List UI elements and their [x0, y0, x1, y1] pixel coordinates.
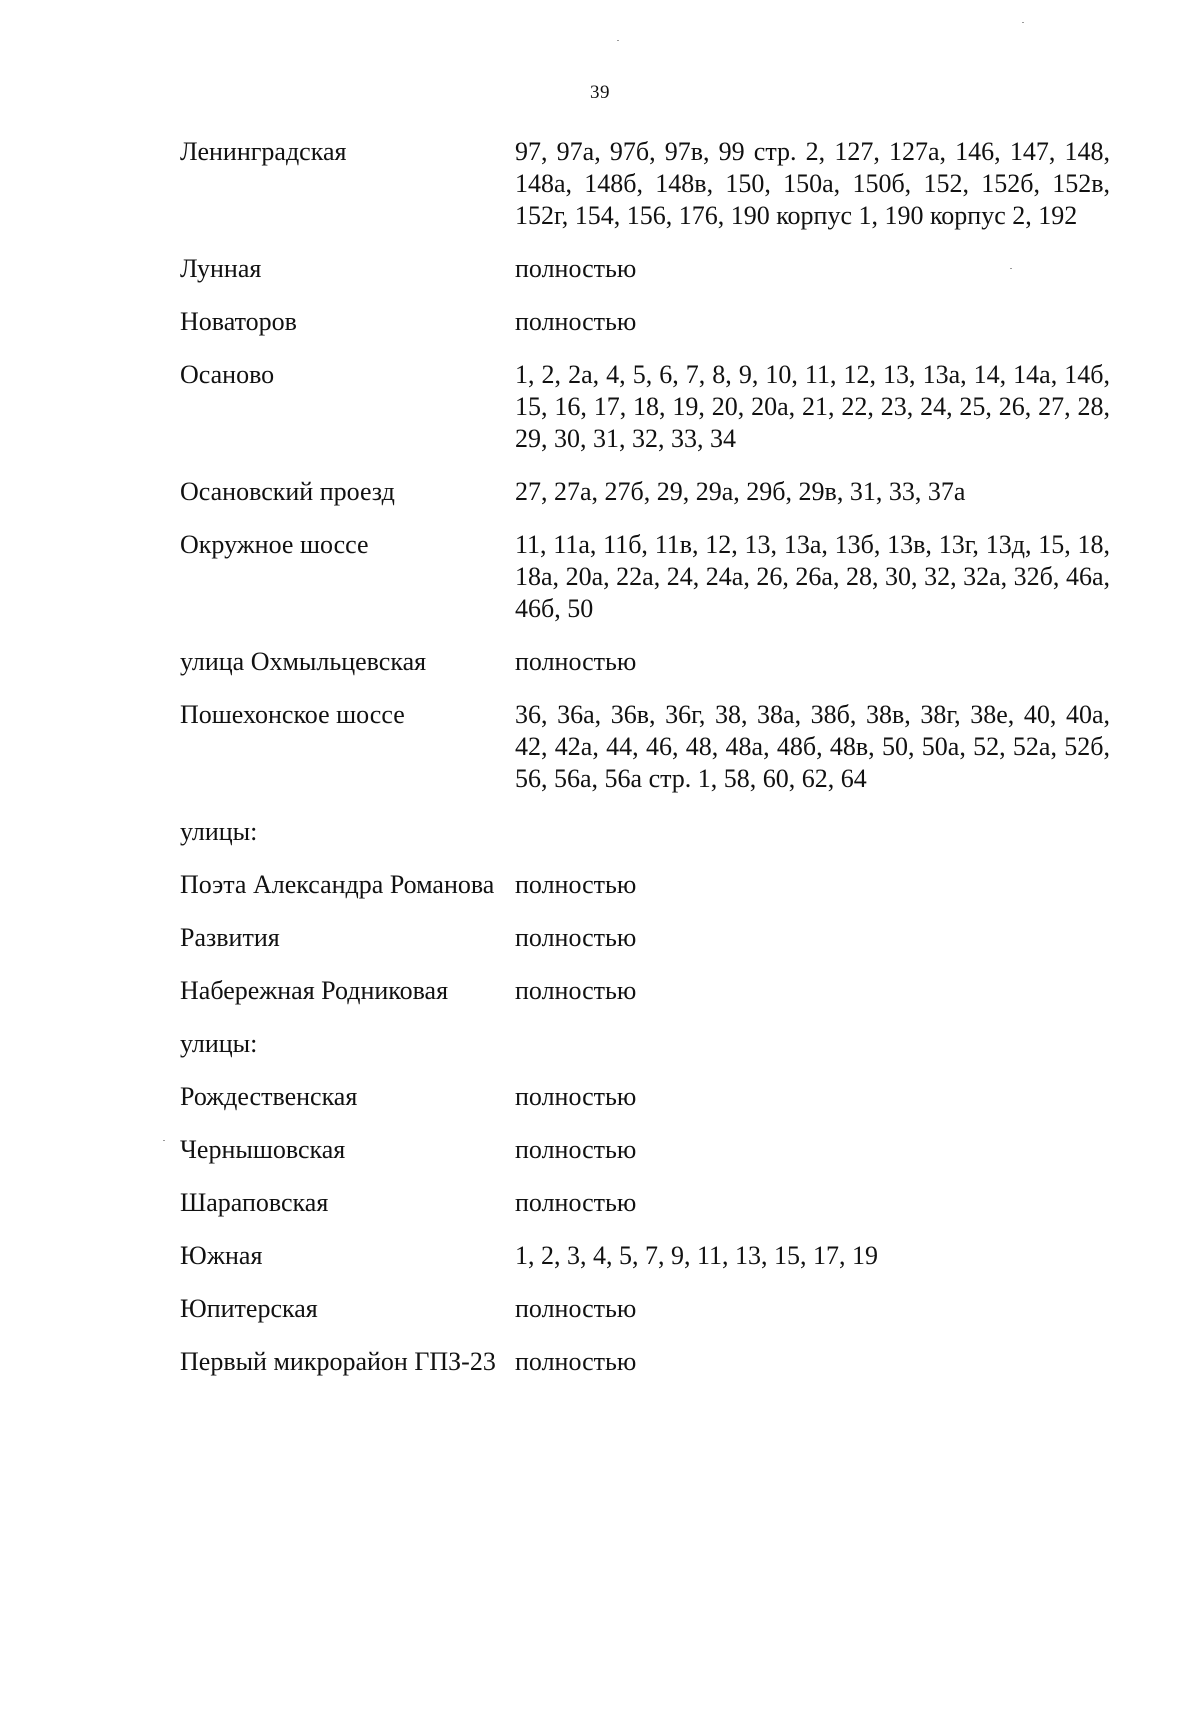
street-row: [180, 1187, 1110, 1219]
street-name: Осановский проезд: [180, 477, 395, 506]
street-name: Юпитерская: [180, 1294, 318, 1323]
street-name: Новаторов: [180, 307, 297, 336]
street-name: Первый микрорайон ГПЗ-23: [180, 1347, 496, 1376]
street-name: Окружное шоссе: [180, 530, 369, 559]
street-name: Развития: [180, 923, 280, 952]
house-numbers: полностью: [515, 1135, 637, 1164]
street-name: Набережная Родниковая: [180, 976, 449, 1005]
house-numbers: 97, 97а, 97б, 97в, 99 стр. 2, 127, 127а, 146, 147, 148, 148а, 148б, 148в, 150, 150а, 150б, 152, 152б, 152в, 152г, 154, 156, 176, 190 корпус 1, 190 корпус 2, 192: [515, 137, 1110, 230]
section-heading-row: [180, 1028, 1110, 1060]
scan-speck: [617, 40, 619, 41]
house-numbers: полностью: [515, 254, 637, 283]
house-numbers: полностью: [515, 923, 637, 952]
house-numbers: полностью: [515, 1082, 637, 1111]
street-row: [180, 1346, 1110, 1378]
street-name: Ленинградская: [180, 137, 347, 166]
street-name: улица Охмыльцевская: [180, 647, 427, 676]
house-numbers: 27, 27а, 27б, 29, 29а, 29б, 29в, 31, 33, 37а: [515, 477, 966, 506]
street-row: [180, 922, 1110, 954]
scan-speck: [163, 1140, 165, 1141]
section-heading-row: [180, 816, 1110, 848]
street-row: [180, 1240, 1110, 1272]
house-numbers: 1, 2, 2а, 4, 5, 6, 7, 8, 9, 10, 11, 12, 13, 13а, 14, 14а, 14б, 15, 16, 17, 18, 19, 20, 20а, 21, 22, 23, 24, 25, 26, 27, 28, 29, 30, 31, 32, 33, 34: [515, 360, 1110, 453]
street-name: Шараповская: [180, 1188, 329, 1217]
street-row: [180, 1134, 1110, 1166]
street-name: Пошехонское шоссе: [180, 700, 405, 729]
street-row: [180, 253, 1110, 285]
street-row: [180, 869, 1110, 901]
house-numbers: 11, 11а, 11б, 11в, 12, 13, 13а, 13б, 13в, 13г, 13д, 15, 18, 18а, 20а, 22а, 24, 24а, 26, 26а, 28, 30, 32, 32а, 32б, 46а, 46б, 50: [515, 530, 1110, 623]
house-numbers: 36, 36а, 36в, 36г, 38, 38а, 38б, 38в, 38г, 38е, 40, 40а, 42, 42а, 44, 46, 48, 48а, 48б, 48в, 50, 50а, 52, 52а, 52б, 56, 56а, 56а стр. 1, 58, 60, 62, 64: [515, 700, 1110, 793]
street-row: [180, 646, 1110, 678]
street-row: [180, 136, 1110, 232]
house-numbers: полностью: [515, 1347, 637, 1376]
scan-speck: [1010, 268, 1012, 269]
scan-speck: [1022, 22, 1024, 23]
street-list: [180, 136, 1110, 1399]
section-heading: улицы:: [180, 1029, 258, 1058]
street-row: [180, 699, 1110, 795]
street-name: Рождественская: [180, 1082, 358, 1111]
street-row: [180, 306, 1110, 338]
street-row: [180, 476, 1110, 508]
house-numbers: полностью: [515, 647, 637, 676]
street-name: Лунная: [180, 254, 262, 283]
house-numbers: полностью: [515, 1188, 637, 1217]
page-number: 39: [590, 82, 610, 103]
street-row: [180, 529, 1110, 625]
street-row: [180, 975, 1110, 1007]
street-row: [180, 1081, 1110, 1113]
street-name: Осаново: [180, 360, 275, 389]
street-name: Южная: [180, 1241, 263, 1270]
street-name: Чернышовская: [180, 1135, 346, 1164]
street-name: Поэта Александра Романова: [180, 870, 495, 899]
house-numbers: 1, 2, 3, 4, 5, 7, 9, 11, 13, 15, 17, 19: [515, 1241, 879, 1270]
street-row: [180, 1293, 1110, 1325]
section-heading: улицы:: [180, 817, 258, 846]
street-row: [180, 359, 1110, 455]
house-numbers: полностью: [515, 870, 637, 899]
house-numbers: полностью: [515, 307, 637, 336]
house-numbers: полностью: [515, 976, 637, 1005]
house-numbers: полностью: [515, 1294, 637, 1323]
